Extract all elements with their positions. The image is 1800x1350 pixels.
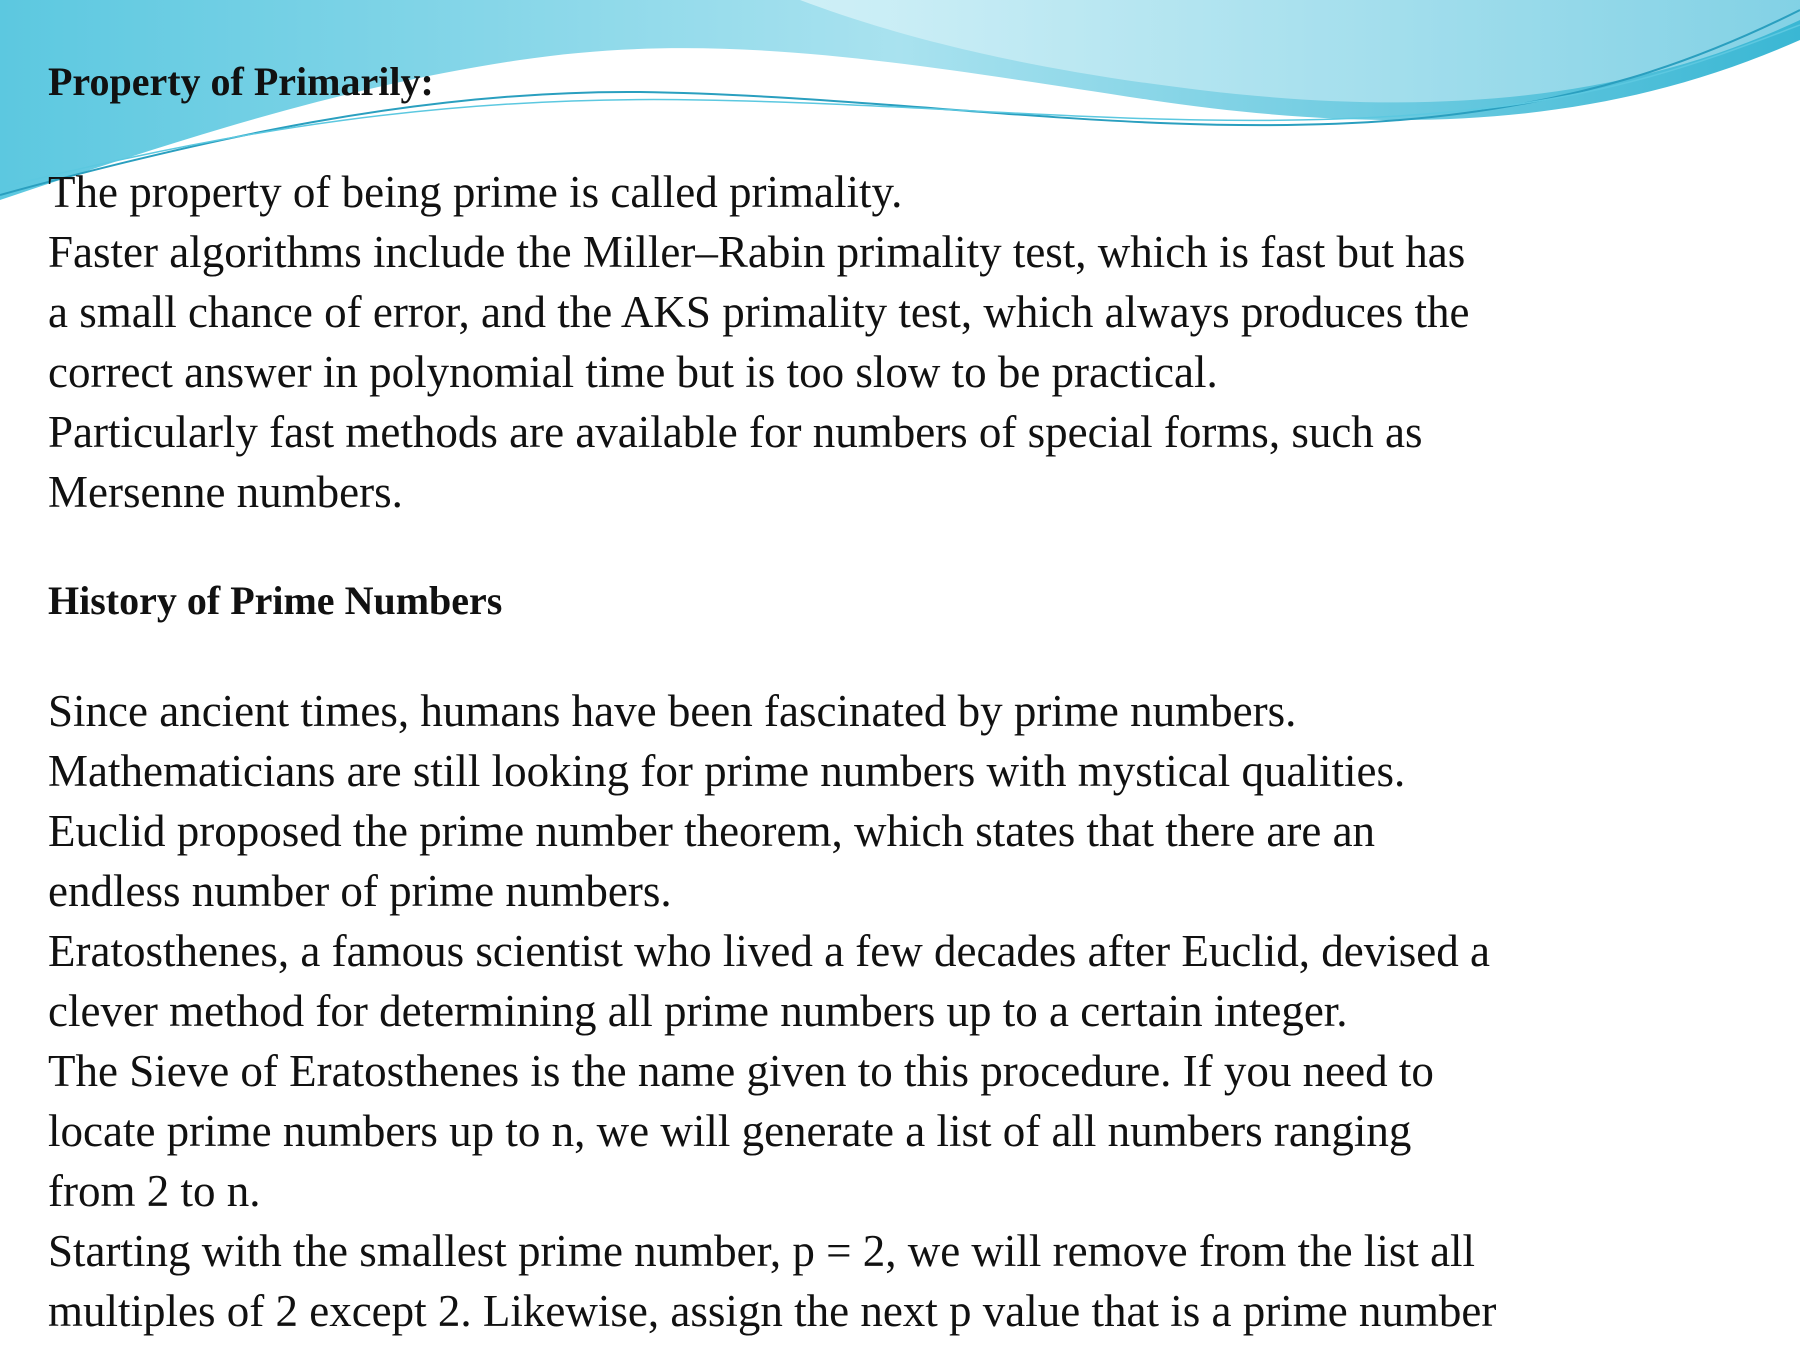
text-line: correct answer in polynomial time but is too slow to be practical. (48, 347, 1218, 397)
text-line: endless number of prime numbers. (48, 866, 672, 916)
text-line: The Sieve of Eratosthenes is the name given to this procedure. If you need to (48, 1046, 1434, 1096)
section-heading-primality: Property of Primarily: (48, 59, 434, 104)
text-line: Eratosthenes, a famous scientist who lived a few decades after Euclid, devised a (48, 926, 1490, 976)
text-line: Faster algorithms include the Miller–Rabin primality test, which is fast but has (48, 227, 1466, 277)
spacer (48, 522, 1768, 571)
spacer (48, 112, 1768, 162)
text-line: clever method for determining all prime numbers up to a certain integer. (48, 986, 1348, 1036)
text-line: The property of being prime is called primality. (48, 167, 903, 217)
section-body-primality (48, 162, 1768, 522)
text-line: Since ancient times, humans have been fascinated by prime numbers. (48, 686, 1297, 736)
text-line: multiples of 2 except 2. Likewise, assign the next p value that is a prime number (48, 1286, 1497, 1336)
text-line: Particularly fast methods are available for numbers of special forms, such as (48, 407, 1423, 457)
section-body-history (48, 681, 1768, 1341)
text-line: from 2 to n. (48, 1166, 261, 1216)
text-line: Starting with the smallest prime number, p = 2, we will remove from the list all (48, 1226, 1476, 1276)
slide-content (48, 52, 1768, 1341)
text-line: a small chance of error, and the AKS primality test, which always produces the (48, 287, 1470, 337)
spacer (48, 631, 1768, 681)
text-line: Euclid proposed the prime number theorem, which states that there are an (48, 806, 1376, 856)
text-line: Mathematicians are still looking for prime numbers with mystical qualities. (48, 746, 1406, 796)
section-heading-history: History of Prime Numbers (48, 578, 503, 623)
text-line: locate prime numbers up to n, we will generate a list of all numbers ranging (48, 1106, 1412, 1156)
text-line: Mersenne numbers. (48, 467, 403, 517)
